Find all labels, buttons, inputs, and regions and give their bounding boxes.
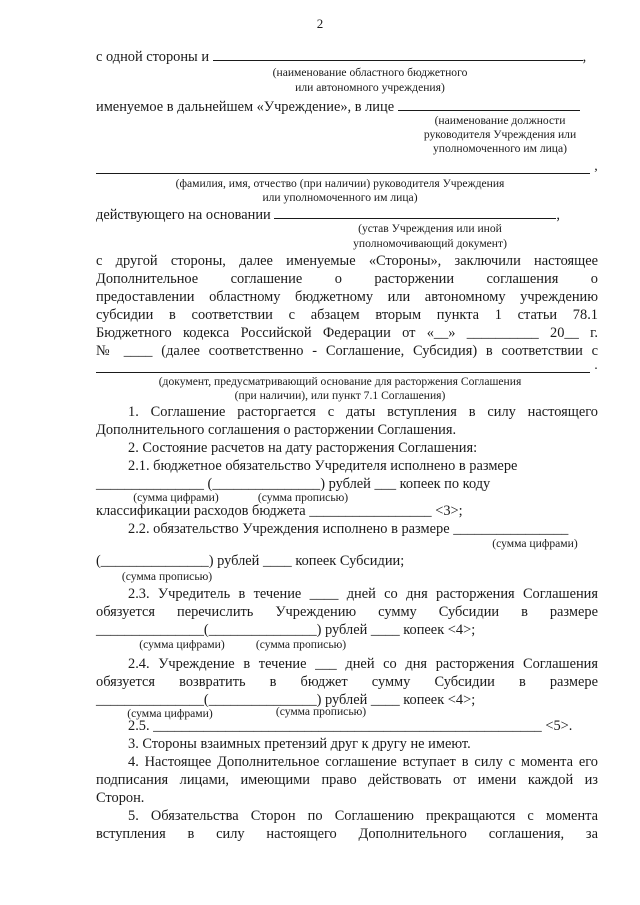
caption: уполномочивающий документ) bbox=[353, 237, 507, 250]
clause-4-cont: подписания лицами, имеющими право действовать от имени каждой из bbox=[96, 772, 598, 788]
clause-2-2: 2.2. обязательство Учреждения исполнено в размере ________________ bbox=[128, 521, 569, 537]
institution-name-blank[interactable] bbox=[213, 47, 583, 61]
clause-2-5: 2.5. ______________________________________________________ <5>. bbox=[128, 718, 573, 734]
caption: (наименование должности bbox=[434, 114, 566, 127]
clause-2-1: 2.1. бюджетное обязательство Учредителя исполнено в размере bbox=[128, 458, 518, 474]
caption: (сумма цифрами) bbox=[492, 537, 578, 550]
caption: или уполномоченного им лица) bbox=[262, 191, 418, 204]
termination-basis-blank[interactable] bbox=[96, 372, 590, 373]
text: именуемое в дальнейшем «Учреждение», в лице bbox=[96, 99, 395, 115]
basis-blank[interactable] bbox=[274, 205, 556, 219]
caption: (сумма цифрами) bbox=[133, 491, 219, 504]
clause-2-3: 2.3. Учредитель в течение ____ дней со дня расторжения Соглашения bbox=[128, 586, 598, 602]
caption: (фамилия, имя, отчество (при наличии) руководителя Учреждения bbox=[175, 177, 505, 190]
clause-4: 4. Настоящее Дополнительное соглашение вступает в силу с момента его bbox=[128, 754, 598, 770]
period: . bbox=[594, 358, 598, 373]
clause-2-1-amount: _______________ (_______________) рублей ___ копеек по коду bbox=[96, 476, 491, 492]
comma: , bbox=[582, 49, 587, 65]
clause-2-4-cont: обязуется возвратить в бюджет сумму Субсидии в размере bbox=[96, 674, 598, 690]
intro-line: субсидии в соответствии с абзацем вторым пункта 1 статьи 78.1 bbox=[96, 307, 598, 323]
caption: (устав Учреждения или иной bbox=[358, 222, 502, 235]
comma: , bbox=[556, 207, 560, 223]
clause-2-3-amount: _______________(_______________) рублей ____ копеек <4>; bbox=[96, 622, 476, 638]
text: действующего на основании bbox=[96, 207, 271, 223]
page-number: 2 bbox=[316, 16, 324, 31]
clause-2-4-amount: _______________(_______________) рублей ____ копеек <4>; bbox=[96, 692, 476, 708]
caption: (документ, предусматривающий основание для расторжения Соглашения bbox=[158, 375, 522, 388]
clause-2-1-code: классификации расходов бюджета _________________ <3>; bbox=[96, 503, 463, 519]
clause-3: 3. Стороны взаимных претензий друг к другу не имеют. bbox=[128, 736, 471, 752]
text: с одной стороны и bbox=[96, 49, 210, 65]
clause-1-cont: Дополнительного соглашения о расторжении Соглашения. bbox=[96, 422, 457, 438]
caption: (сумма прописью) bbox=[257, 491, 349, 504]
intro-line: предоставлении областному бюджетному или автономному учреждению bbox=[96, 289, 598, 305]
full-name-blank[interactable] bbox=[96, 173, 590, 174]
intro-line: № ____ (далее соответственно - Соглашение, Субсидия) в соответствии с bbox=[96, 343, 598, 359]
comma: , bbox=[594, 159, 598, 174]
caption: (сумма цифрами) bbox=[139, 638, 225, 651]
counterparty-line bbox=[96, 47, 598, 66]
clause-2-4: 2.4. Учреждение в течение ___ дней со дня расторжения Соглашения bbox=[128, 656, 598, 672]
clause-2-2-amount: (_______________) рублей ____ копеек Субсидии; bbox=[96, 553, 405, 569]
position-blank[interactable] bbox=[398, 97, 580, 111]
clause-4-end: Сторон. bbox=[96, 790, 145, 806]
caption: уполномоченного им лица) bbox=[432, 142, 568, 155]
clause-2-3-cont: обязуется перечислить Учреждению сумму Субсидии в размере bbox=[96, 604, 598, 620]
clause-1: 1. Соглашение расторгается с даты вступления в силу настоящего bbox=[128, 404, 598, 420]
intro-line: с другой стороны, далее именуемые «Стороны», заключили настоящее bbox=[96, 253, 598, 269]
caption: (сумма прописью) bbox=[275, 705, 367, 718]
caption: (сумма цифрами) bbox=[127, 707, 213, 720]
clause-5: 5. Обязательства Сторон по Соглашению прекращаются с момента bbox=[128, 808, 598, 824]
intro-line: Бюджетного кодекса Российской Федерации от «__» __________ 20__ г. bbox=[96, 325, 598, 341]
clause-5-cont: вступления в силу настоящего Дополнительного соглашения, за bbox=[96, 826, 598, 842]
caption: руководителя Учреждения или bbox=[423, 128, 577, 141]
caption: или автономного учреждения) bbox=[295, 81, 445, 94]
caption: (сумма прописью) bbox=[255, 638, 347, 651]
intro-line: Дополнительное соглашение о расторжении соглашения о bbox=[96, 271, 598, 287]
caption: (наименование областного бюджетного bbox=[272, 66, 468, 79]
clause-2: 2. Состояние расчетов на дату расторжения Соглашения: bbox=[128, 440, 478, 456]
caption: (при наличии), или пункт 7.1 Соглашения) bbox=[234, 389, 446, 402]
caption: (сумма прописью) bbox=[121, 570, 213, 583]
